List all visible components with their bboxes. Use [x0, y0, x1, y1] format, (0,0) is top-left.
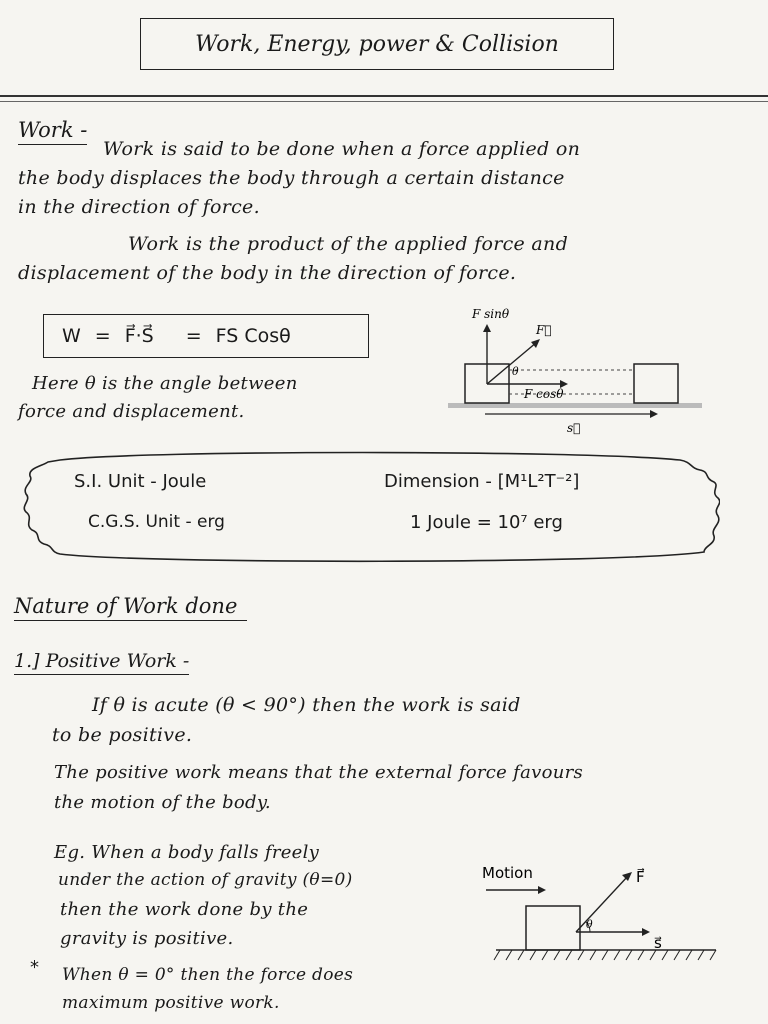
formula-eq2: = [185, 325, 202, 347]
s-vector-label: s⃗ [567, 421, 581, 435]
f-vector-label: F⃗ [636, 868, 645, 886]
formula-scalar: FS Cosθ [215, 325, 291, 347]
f-sin-label: F sinθ [472, 307, 510, 321]
displacement-arrowhead [650, 410, 658, 418]
header-rule [0, 95, 768, 97]
formula-eq1: = [94, 325, 111, 347]
dimension: Dimension - [M¹L²T⁻²] [384, 471, 580, 492]
positive-work-diagram [476, 856, 726, 976]
example-line-4: gravity is positive. [60, 928, 234, 949]
positive-line-2: to be positive. [52, 724, 193, 746]
work-def-line-3: in the direction of force. [18, 196, 260, 218]
ground-hatching [494, 950, 716, 960]
si-unit: S.I. Unit - Joule [74, 471, 207, 492]
work-def-line-1: Work is said to be done when a force applied on [103, 138, 581, 160]
star-line-2: maximum positive work. [62, 993, 280, 1013]
block-final [634, 364, 678, 403]
work-heading: Work - [18, 118, 87, 142]
cloud-outline [24, 453, 719, 562]
theta-label: θ [512, 365, 519, 378]
units-cloud [20, 448, 720, 566]
work-def-line-2: the body displaces the body through a certain distance [18, 167, 565, 189]
force-arrowhead [622, 872, 632, 881]
formula-lhs: W [62, 325, 81, 347]
work-formula-box [43, 314, 369, 358]
formula-vector: F⃗·S⃗ [124, 325, 154, 347]
work-def-line-5: displacement of the body in the direction of force. [18, 262, 517, 284]
theta-label: θ [586, 918, 593, 931]
star-bullet: * [30, 957, 39, 978]
title-text: Work, Energy, power & Collision [195, 31, 559, 57]
f-sin-arrowhead [483, 324, 491, 332]
positive-line-3: The positive work means that the external force favours [54, 762, 584, 783]
header-rule-thin [0, 101, 768, 102]
theta-note-line-1: Here θ is the angle between [32, 373, 298, 394]
motion-label: Motion [482, 864, 533, 882]
cgs-unit: C.G.S. Unit - erg [88, 512, 225, 532]
force-arrow [576, 876, 628, 932]
motion-arrowhead [538, 886, 546, 894]
work-def-line-4: Work is the product of the applied force and [128, 233, 569, 255]
star-line-1: When θ = 0° then the force does [62, 965, 354, 985]
positive-work-heading: 1.] Positive Work - [14, 650, 189, 672]
s-vector-label: s⃗ [654, 934, 662, 952]
example-line-3: then the work done by the [60, 899, 309, 920]
block [526, 906, 580, 950]
theta-note-line-2: force and displacement. [18, 401, 245, 422]
displacement-arrowhead [642, 928, 650, 936]
f-cos-label: F cosθ [524, 387, 564, 401]
example-line-2: under the action of gravity (θ=0) [58, 870, 353, 890]
f-vector-label: F⃗ [536, 323, 552, 337]
force-displacement-diagram [440, 300, 710, 440]
joule-erg-conversion: 1 Joule = 10⁷ erg [410, 512, 563, 533]
positive-line-1: If θ is acute (θ < 90°) then the work is said [92, 694, 521, 716]
example-line-1: Eg. When a body falls freely [54, 842, 320, 863]
nature-heading: Nature of Work done [14, 594, 247, 621]
page-title [140, 18, 614, 70]
positive-line-4: the motion of the body. [54, 792, 271, 813]
